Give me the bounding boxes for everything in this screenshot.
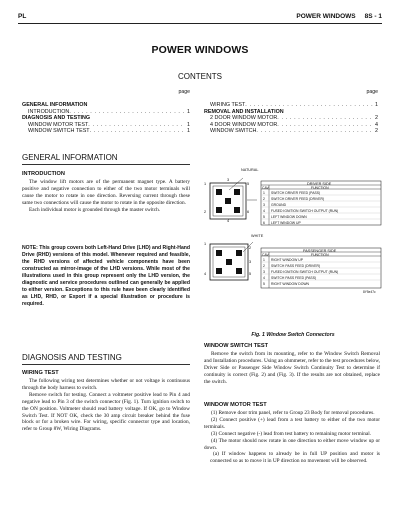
figure-reference-code: 8Y5e47c xyxy=(363,290,376,294)
pin-label: 4 xyxy=(227,219,230,223)
pin-label: 2 xyxy=(249,246,252,250)
section-rule xyxy=(22,164,190,165)
section-heading: DIAGNOSIS AND TESTING xyxy=(22,353,122,362)
pin-label: 1 xyxy=(204,242,207,246)
function-cell: LEFT WINDOW UP xyxy=(271,220,301,225)
toc-heading: REMOVAL AND INSTALLATION xyxy=(204,108,284,115)
function-cell: FUSED IGNITION SWITCH OUTPUT (RUN) xyxy=(271,269,339,274)
pin-label: 5 xyxy=(249,272,252,276)
function-cell: SWITCH PASS FEED (DRIVER) xyxy=(271,263,321,268)
cav-cell: 1 xyxy=(263,190,265,195)
white-label: WHITE xyxy=(251,234,264,238)
header-right: POWER WINDOWS 8S - 1 xyxy=(296,13,382,20)
toc-page-label: page xyxy=(178,89,190,95)
pin-label: 2 xyxy=(204,210,207,214)
paragraph: The window lift motors are of the permanent magnet type. A battery positive and negative connection to either of the two motor terminals will cause the motor to rotate in one direction. Reversing current through these same two connections will cause the motor to rotate in the opposite direction. xyxy=(22,179,190,206)
function-header: FUNCTION xyxy=(311,252,329,257)
pin-label: 4 xyxy=(204,272,207,276)
toc-page-label: page xyxy=(366,89,378,95)
function-cell: SWITCH PASS FEED (PASS) xyxy=(271,275,317,280)
subsection-heading: WINDOW MOTOR TEST xyxy=(204,402,267,408)
paragraph: (1) Remove door trim panel, refer to Group 23 Body for removal procedures. xyxy=(211,410,375,416)
paragraph: (a) If window happens to already be in full UP position and motor is connected so as to move it in UP direction no movement will be observed. xyxy=(210,451,380,465)
cav-header: CAV xyxy=(262,185,269,190)
cav-cell: 2 xyxy=(263,196,265,201)
cav-cell: 4 xyxy=(263,208,265,213)
cav-header: CAV xyxy=(262,252,269,257)
cav-cell: 4 xyxy=(263,275,265,280)
pin-label: 6 xyxy=(247,210,250,214)
section-rule xyxy=(22,364,190,365)
paragraph: The following wiring test determines whether or not voltage is continuous through the body harness to switch. xyxy=(22,378,190,391)
toc-heading: GENERAL INFORMATION xyxy=(22,102,88,108)
toc-entry[interactable]: 2 DOOR WINDOW MOTOR . . . 2 xyxy=(204,115,378,122)
function-cell: GROUND xyxy=(271,202,287,207)
toc-entry[interactable]: INTRODUCTION . . . 1 xyxy=(22,109,190,116)
toc-right xyxy=(204,89,378,135)
cav-cell: 2 xyxy=(263,263,265,268)
wiring-test-text xyxy=(22,378,190,433)
subsection-heading: WIRING TEST xyxy=(22,370,59,376)
motor-test-text xyxy=(204,410,380,465)
driver-side-label: DRIVER SIDE xyxy=(307,181,332,186)
paragraph: Remove the switch from its mounting, refer to the Window Switch Removal and Installation procedures. Using an ohmmeter, refer to the test procedures below, Driver Side or Passenger Side Window Switch Continuity Test to determine if continuity is correct (Fig. 2) and (Fig. 3). If the results are not obtained, replace the switch. xyxy=(204,351,380,385)
toc-entry[interactable]: WINDOW MOTOR TEST . . . 1 xyxy=(22,122,190,129)
contents-title: CONTENTS xyxy=(178,72,222,81)
passenger-side-label: PASSENGER SIDE xyxy=(303,248,337,253)
function-cell: LEFT WINDOW DOWN xyxy=(271,214,307,219)
header-rule xyxy=(18,23,382,24)
function-cell: FUSED IGNITION SWITCH OUTPUT (RUN) xyxy=(271,208,339,213)
figure-caption: Fig. 1 Window Switch Connectors xyxy=(251,332,335,338)
running-header xyxy=(18,13,382,23)
function-cell: RIGHT WINDOW UP xyxy=(271,257,303,262)
toc-entry[interactable]: WINDOW SWITCH . . . 2 xyxy=(204,128,378,135)
cav-cell: 5 xyxy=(263,281,265,286)
pin-label: 3 xyxy=(249,260,252,264)
toc-entry[interactable]: WIRING TEST . . . 1 xyxy=(204,102,378,109)
pin-label: 5 xyxy=(247,182,250,186)
cav-cell: 3 xyxy=(263,202,265,207)
section-heading: GENERAL INFORMATION xyxy=(22,153,118,162)
function-header: FUNCTION xyxy=(311,185,329,190)
switch-test-text xyxy=(204,351,380,386)
paragraph: (4) The motor should now rotate in one direction to either move window up or down. xyxy=(204,437,380,451)
function-cell: SWITCH DRIVER FEED (DRIVER) xyxy=(271,196,325,201)
cav-cell: 1 xyxy=(263,257,265,262)
subsection-heading: INTRODUCTION xyxy=(22,171,65,177)
paragraph: Remove switch for testing. Connect a voltmeter positive lead to Pin 4 and negative lead to Pin 3 of the switch connector (Fig. 1). Turn ignition switch to the ON position. Voltmeter should read battery voltage. If OK, go to Window Switch Test. If NOT OK, check the 30 amp circuit breaker behind the fuse block or for a broken wire. For wiring, specific connector type and location, refer to Group 8W, Wiring Diagrams. xyxy=(22,391,190,433)
function-cell: SWITCH DRIVER FEED (PASS) xyxy=(271,190,321,195)
natural-label: NATURAL xyxy=(241,168,259,172)
toc-left xyxy=(22,89,190,135)
intro-text xyxy=(22,179,190,214)
paragraph: Each individual motor is grounded through the master switch. xyxy=(29,206,161,213)
function-cell: RIGHT WINDOW DOWN xyxy=(271,281,309,286)
cav-cell: 6 xyxy=(263,220,265,225)
cav-cell: 5 xyxy=(263,214,265,219)
paragraph: (2) Connect positive (+) lead from a test battery to either of the two motor terminals. xyxy=(204,416,380,430)
window-switch-connectors-figure xyxy=(203,168,383,330)
pin-label: 3 xyxy=(227,178,230,182)
paragraph: (3) Connect negative (-) lead from test battery to remaining motor terminal. xyxy=(211,430,372,437)
page-title: POWER WINDOWS xyxy=(151,44,249,56)
subsection-heading: WINDOW SWITCH TEST xyxy=(204,343,269,349)
toc-heading: DIAGNOSIS AND TESTING xyxy=(22,115,91,122)
toc-entry[interactable]: 4 DOOR WINDOW MOTOR . . . 4 xyxy=(204,122,378,129)
cav-cell: 3 xyxy=(263,269,265,274)
toc-entry[interactable]: WINDOW SWITCH TEST . . . 1 xyxy=(22,128,190,135)
header-left: PL xyxy=(18,13,27,20)
lhd-rhd-note: NOTE: This group covers both Left-Hand Drive (LHD) and Right-Hand Drive (RHD) versions of this model. Whenever required and feasible, the RHD versions of affected vehicle components have been constructed as mirror-image of the LHD versions. While most of the illustrations used in this group represent only the LHD version, the diagnostic and service procedures outlined can generally be applied to either version. Exceptions to this rule have been clearly identified as LHD, RHD, or Export if a special illustration or procedure is required. xyxy=(22,245,190,307)
pin-label: 1 xyxy=(204,182,207,186)
